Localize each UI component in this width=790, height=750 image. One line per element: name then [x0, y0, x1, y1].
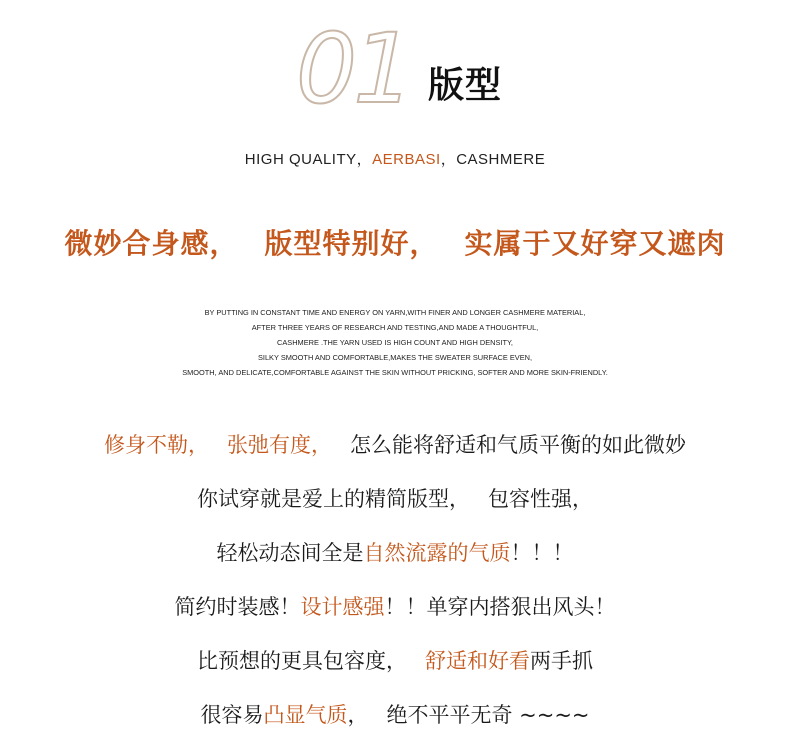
- section-number-text: 01: [296, 14, 411, 114]
- body-line-4: [0, 588, 790, 642]
- english-line: AFTER THREE YEARS OF RESEARCH AND TESTING,AND MADE A THOUGHTFUL,: [251, 323, 539, 332]
- body-copy: [0, 426, 790, 750]
- section-title: 版型: [428, 65, 503, 106]
- body-text: 比预想的更具包容度，: [197, 649, 407, 673]
- body-line-6: [0, 696, 790, 750]
- english-description: [0, 305, 790, 380]
- body-line-3: [0, 534, 790, 588]
- headline-part-1: 微妙合身感，: [64, 227, 239, 260]
- english-line: SILKY SMOOTH AND COMFORTABLE,MAKES THE SWEATER SURFACE EVEN,: [257, 353, 533, 362]
- body-text: 两手抓: [530, 649, 593, 673]
- body-text: ，: [347, 703, 369, 727]
- subtitle-quality: HIGH QUALITY，: [244, 151, 373, 168]
- body-line-2: [0, 480, 790, 534]
- highlight-text: 自然流露的气质: [363, 541, 511, 565]
- subtitle-cashmere: ，CASHMERE: [440, 151, 546, 168]
- highlight-text: 舒适和好看: [425, 649, 530, 673]
- english-line: CASHMERE .THE YARN USED IS HIGH COUNT AND HIGH DENSITY,: [277, 338, 513, 347]
- headline-part-3: 实属于又好穿又遮肉: [464, 227, 726, 260]
- section-number-01: [292, 14, 422, 114]
- body-text: 简约时装感！: [174, 595, 301, 619]
- body-text: ！！单穿内搭狠出风头！: [384, 595, 616, 619]
- body-text: 轻松动态间全是: [216, 541, 364, 565]
- highlight-text: 凸显气质: [263, 703, 348, 727]
- english-line: SMOOTH, AND DELICATE,COMFORTABLE AGAINST THE SKIN WITHOUT PRICKING, SOFTER AND MORE SKIN-FRIENDLY.: [182, 368, 608, 377]
- highlight-text: 设计感强: [300, 595, 385, 619]
- body-text: 怎么能将舒适和气质平衡的如此微妙: [350, 433, 686, 457]
- headline: [0, 222, 790, 262]
- body-line-5: [0, 642, 790, 696]
- body-text: 绝不平平无奇 ~~~~: [386, 703, 590, 727]
- highlight-text: 修身不勒，: [104, 433, 209, 457]
- headline-part-2: 版型特别好，: [264, 227, 439, 260]
- body-text: 包容性强，: [488, 487, 593, 511]
- english-line: BY PUTTING IN CONSTANT TIME AND ENERGY ON YARN,WITH FINER AND LONGER CASHMERE MATERIAL,: [204, 308, 586, 317]
- body-text: 你试穿就是爱上的精简版型，: [197, 487, 470, 511]
- highlight-text: 张弛有度，: [227, 433, 332, 457]
- subtitle-brand: AERBASI: [372, 151, 441, 168]
- body-text: ！！！: [510, 541, 574, 565]
- brand-subtitle: [0, 148, 790, 169]
- section-number-graphic: [292, 14, 422, 114]
- body-text: 很容易: [200, 703, 264, 727]
- body-line-1: [0, 426, 790, 480]
